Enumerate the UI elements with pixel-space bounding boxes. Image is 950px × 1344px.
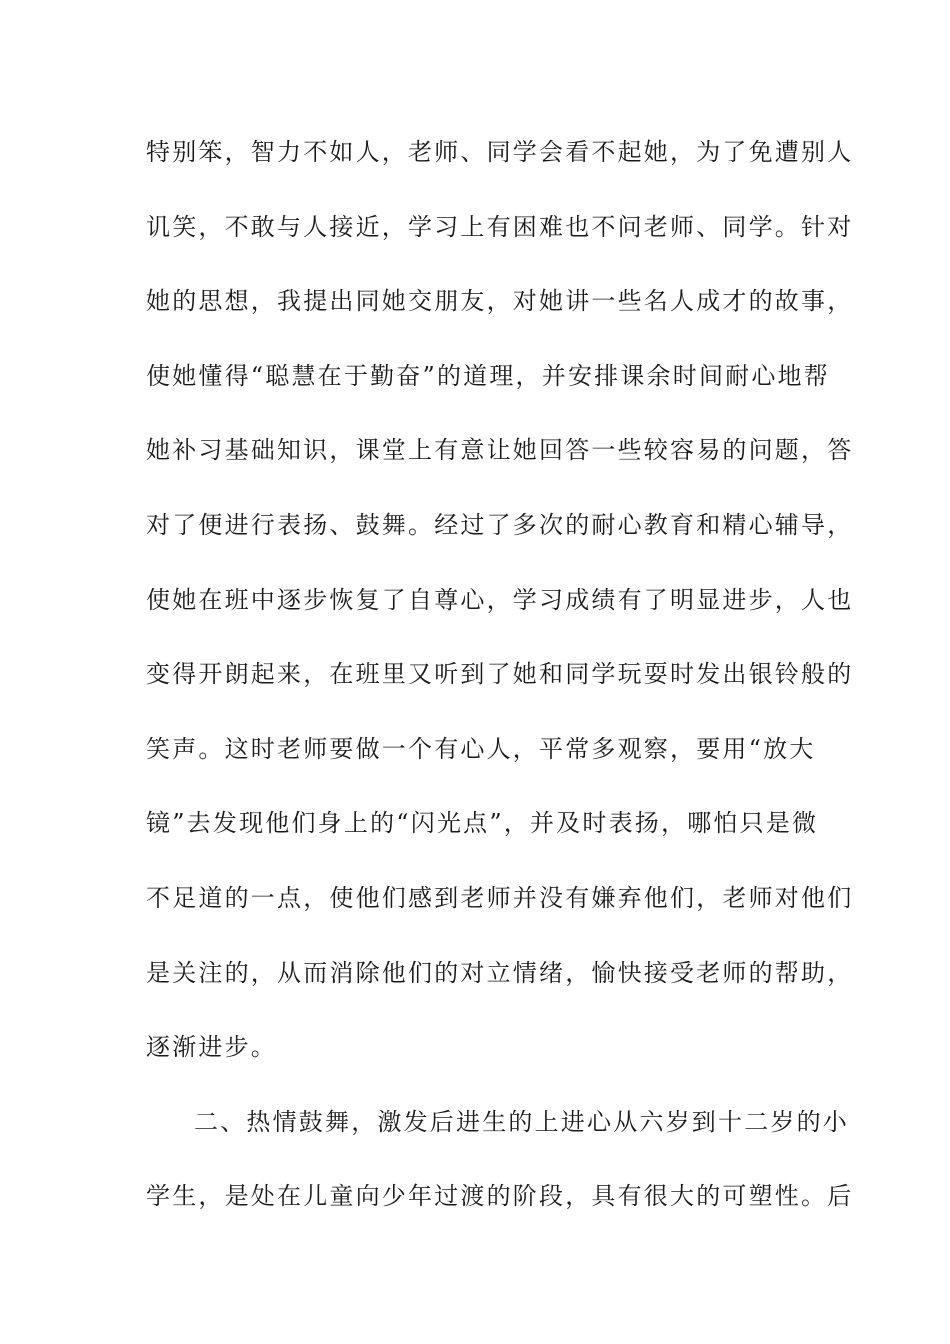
text-line: 逐渐进步。 [146, 1033, 277, 1062]
text-line: 不足道的一点，使他们感到老师并没有嫌弃他们，老师对他们 [146, 883, 854, 912]
text-line: 使她懂得“聪慧在于勤奋”的道理，并安排课余时间耐心地帮 [146, 361, 830, 390]
text-line: 她的思想，我提出同她交朋友，对她讲一些名人成才的故事， [146, 287, 854, 316]
text-line: 讥笑，不敢与人接近，学习上有困难也不问老师、同学。针对 [146, 212, 854, 241]
text-line: 对了便进行表扬、鼓舞。经过了多次的耐心教育和精心辅导， [146, 510, 854, 539]
text-line: 她补习基础知识，课堂上有意让她回答一些较容易的问题，答 [146, 436, 854, 465]
section-heading-line: 二、热情鼓舞，激发后进生的上进心从六岁到十二岁的小 [194, 1107, 849, 1136]
document-body [146, 130, 854, 1249]
text-line: 变得开朗起来，在班里又听到了她和同学玩耍时发出银铃般的 [146, 660, 854, 689]
text-line: 特别笨，智力不如人，老师、同学会看不起她，为了免遭别人 [146, 138, 854, 166]
text-line: 使她在班中逐步恢复了自尊心，学习成绩有了明显进步，人也 [146, 585, 854, 614]
text-line: 笑声。这时老师要做一个有心人，平常多观察，要用“放大 [146, 734, 816, 763]
text-line: 镜”去发现他们身上的“闪光点”，并及时表扬，哪怕只是微 [146, 809, 819, 838]
text-line: 学生，是处在儿童向少年过渡的阶段，具有很大的可塑性。后 [146, 1182, 854, 1211]
text-line: 是关注的，从而消除他们的对立情绪，愉快接受老师的帮助， [146, 958, 854, 987]
